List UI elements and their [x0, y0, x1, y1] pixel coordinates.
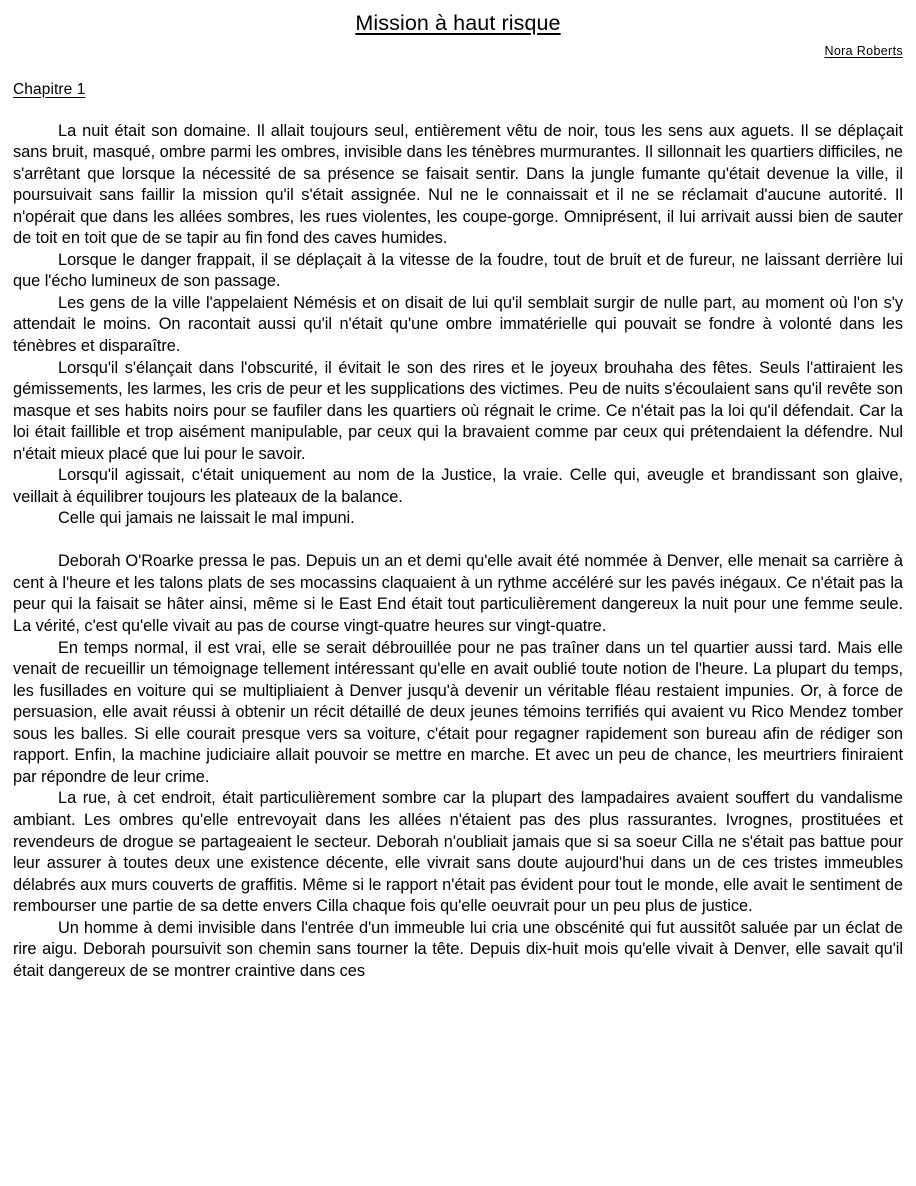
- author-name: Nora Roberts: [824, 43, 903, 58]
- paragraph: En temps normal, il est vrai, elle se serait débrouillée pour ne pas traîner dans un tel quartier aussi tard. Mais elle venait de recueillir un témoignage tellement intéressant qu'elle en avait oublié toute notion de l'heure. La plupart du temps, les fusillades en voiture qui se multipliaient à Denver jusqu'à devenir un véritable fléau restaient impunies. Or, à force de persuasion, elle avait réussi à obtenir un récit détaillé de deux jeunes témoins terrifiés qui avaient vu Rico Mendez tomber sous les balles. Si elle courait presque vers sa voiture, c'était pour regagner rapidement son bureau afin de rédiger son rapport. Enfin, la machine judiciaire allait pouvoir se mettre en marche. Et avec un peu de chance, les meurtriers finiraient par répondre de leur crime.: [13, 638, 903, 786]
- paragraph: Lorsqu'il s'élançait dans l'obscurité, il évitait le son des rires et le joyeux brouhaha des fêtes. Seuls l'attiraient les gémissements, les larmes, les cris de peur et les supplications des victimes. Peu de nuits s'écoulaient sans qu'il revête son masque et ses habits noirs pour se faufiler dans les quartiers où régnait le crime. Ce n'était pas la loi qu'il défendait. Car la loi était faillible et trop aisément manipulable, par ceux qui la bravaient comme par ceux qui prétendaient la défendre. Nul n'était mieux placé que lui pour le savoir.: [13, 358, 903, 463]
- page-title: [0, 0, 916, 35]
- chapter-heading-text: Chapitre 1: [13, 80, 86, 98]
- paragraph: La rue, à cet endroit, était particulièrement sombre car la plupart des lampadaires avaient souffert du vandalisme ambiant. Les ombres qu'elle entrevoyait dans les allées n'étaient pas des plus rassurantes. Ivrognes, prostituées et revendeurs de drogue se partageaient le secteur. Deborah n'oubliait jamais que si sa soeur Cilla ne s'était pas battue pour leur assurer à toutes deux une existence décente, elle vivrait sans doute aujourd'hui dans un de ces tristes immeubles délabrés aux murs couverts de graffitis. Même si le rapport n'était pas évident pour tout le monde, elle avait le sentiment de rembourser une partie de sa dette envers Cilla chaque fois qu'elle oeuvrait pour un peu plus de justice.: [13, 789, 903, 916]
- paragraph: Deborah O'Roarke pressa le pas. Depuis un an et demi qu'elle avait été nommée à Denver, elle menait sa carrière à cent à l'heure et les talons plats de ses mocassins claquaient à un rythme accéléré sur les pavés inégaux. Ce n'était pas la peur qui la faisait se hâter ainsi, même si le East End était tout particulièrement dangereux la nuit pour une femme seule. La vérité, c'est qu'elle vivait au pas de course vingt-quatre heures sur vingt-quatre.: [13, 552, 903, 636]
- page-title-text: Mission à haut risque: [355, 11, 561, 35]
- author-byline: [0, 35, 916, 58]
- paragraph: Les gens de la ville l'appelaient Némésis et on disait de lui qu'il semblait surgir de nulle part, au moment où l'on s'y attendait le moins. On racontait aussi qu'il n'était qu'une ombre immatérielle qui pouvait se fondre à volonté dans les ténèbres et disparaître.: [13, 293, 903, 355]
- paragraph: La nuit était son domaine. Il allait toujours seul, entièrement vêtu de noir, tous les sens aux aguets. Il se déplaçait sans bruit, masqué, ombre parmi les ombres, invisible dans les ténèbres murmurantes. Il sillonnait les quartiers difficiles, ne s'arrêtant que lorsque la nécessité de sa présence se faisait sentir. Dans la jungle fumante qu'était devenue la ville, il poursuivait sans faillir la mission qu'il s'était assignée. Nul ne le connaissait et il ne se réclamait d'aucune autorité. Il n'opérait que dans les allées sombres, les rues violentes, les coupe-gorge. Omniprésent, il lui arrivait aussi bien de sauter de toit en toit que de se tapir au fin fond des caves humides.: [13, 121, 903, 248]
- paragraph: Lorsque le danger frappait, il se déplaçait à la vitesse de la foudre, tout de bruit et de fureur, ne laissant derrière lui que l'écho lumineux de son passage.: [13, 250, 903, 291]
- paragraph: Celle qui jamais ne laissait le mal impuni.: [58, 509, 355, 528]
- paragraph: Lorsqu'il agissait, c'était uniquement au nom de la Justice, la vraie. Celle qui, aveugle et brandissant son glaive, veillait à équilibrer toujours les plateaux de la balance.: [13, 466, 903, 506]
- chapter-heading: [0, 58, 916, 99]
- body-text-container: [0, 99, 916, 983]
- paragraph: Un homme à demi invisible dans l'entrée d'un immeuble lui cria une obscénité qui fut aussitôt saluée par un éclat de rire aigu. Deborah poursuivit son chemin sans tourner la tête. Depuis dix-huit mois qu'elle vivait à Denver, elle savait qu'il était dangereux de se montrer craintive dans ces: [13, 918, 903, 980]
